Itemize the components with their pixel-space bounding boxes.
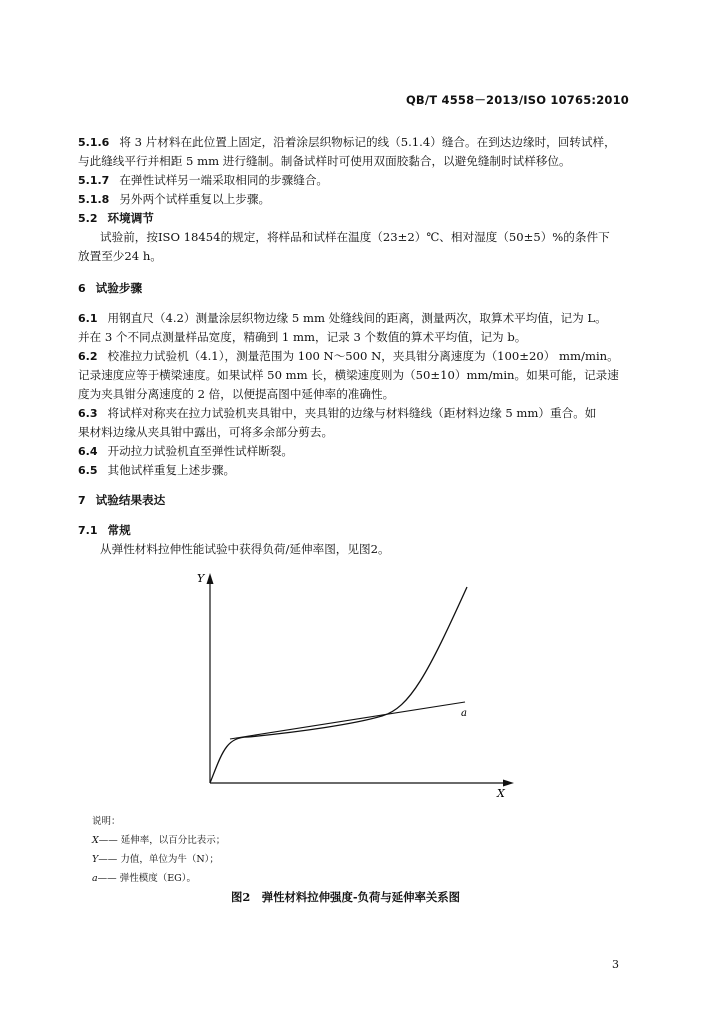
legend-item-y: Y—— 力值，单位为牛（N）； (92, 854, 219, 865)
clause-5-1-7: 5.1.7 在弹性试样另一端采取相同的步骤缝合。 (78, 173, 329, 187)
x-axis (210, 780, 514, 787)
clause-5-1-6-line2: 与此缝线平行并相距 5 mm 进行缝制。制备试样时可使用双面胶黏合，以避免缝制时试样移位。 (78, 154, 571, 168)
clause-6-2-line2: 记录速度应等于横梁速度。如果试样 50 mm 长，横梁速度则为（50±10）mm/min。如果可能，记录速 (78, 368, 619, 382)
section-5-2-heading: 5.2 环境调节 (78, 211, 154, 225)
clause-7-1-text: 从弹性材料拉伸性能试验中获得负荷/延伸率图，见图2。 (100, 542, 390, 556)
load-elongation-diagram (190, 565, 530, 797)
clause-6-2-line3: 度为夹具钳分离速度的 2 倍，以便提高图中延伸率的准确性。 (78, 387, 395, 401)
page-number: 3 (612, 958, 619, 971)
y-axis (207, 573, 214, 783)
standard-header: QB/T 4558－2013/ISO 10765:2010 (405, 93, 629, 107)
x-axis-label: X (497, 787, 505, 797)
clause-6-3-line1: 6.3 将试样对称夹在拉力试验机夹具钳中，夹具钳的边缘与材料缝线（距材料边缘 5 mm）重合。如 (78, 406, 597, 420)
section-7-heading: 7 试验结果表达 (78, 493, 166, 507)
line-label-a: a (461, 708, 467, 719)
elastic-modulus-line (230, 702, 465, 739)
section-6-heading: 6 试验步骤 (78, 281, 143, 295)
legend-title: 说明： (92, 816, 121, 827)
clause-6-1-line2: 并在 3 个不同点测量样品宽度，精确到 1 mm，记录 3 个数值的算术平均值，记为 b。 (78, 330, 527, 344)
load-elongation-curve (210, 587, 467, 783)
clause-5-2-line1: 试验前，按ISO 18454的规定，将样品和试样在温度（23±2）℃、相对湿度（50±5）%的条件下 (100, 230, 610, 244)
clause-6-3-line2: 果材料边缘从夹具钳中露出，可将多余部分剪去。 (78, 425, 334, 439)
y-axis-label: Y (197, 572, 205, 585)
section-7-1-heading: 7.1 常规 (78, 523, 131, 537)
clause-6-5: 6.5 其他试样重复上述步骤。 (78, 463, 236, 477)
legend-item-a: a—— 弹性模度（EG）。 (92, 873, 196, 884)
figure-caption: 图2 弹性材料拉伸强度-负荷与延伸率关系图 (231, 890, 461, 904)
clause-6-4: 6.4 开动拉力试验机直至弹性试样断裂。 (78, 444, 294, 458)
clause-5-2-line2: 放置至少24 h。 (78, 249, 162, 263)
legend-item-x: X—— 延伸率，以百分比表示； (92, 835, 226, 846)
clause-5-1-6-line1: 5.1.6 将 3 片材料在此位置上固定，沿着涂层织物标记的线（5.1.4）缝合。在到达边缘时，回转试样， (78, 135, 616, 149)
clause-6-2-line1: 6.2 校准拉力试验机（4.1），测量范围为 100 N～500 N，夹具钳分离速度为（100±20） mm/min。 (78, 349, 619, 363)
clause-5-1-8: 5.1.8 另外两个试样重复以上步骤。 (78, 192, 271, 206)
clause-6-1-line1: 6.1 用钢直尺（4.2）测量涂层织物边缘 5 mm 处缝线间的距离，测量两次，取算术平均值，记为 L。 (78, 311, 607, 325)
